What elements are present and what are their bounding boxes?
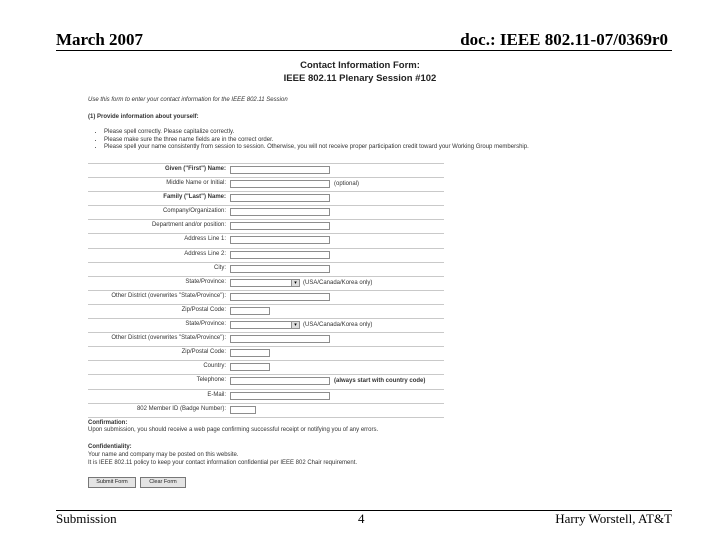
form-row xyxy=(88,291,444,305)
field-label: Company/Organization: xyxy=(162,208,226,215)
field-label: Address Line 1: xyxy=(184,236,226,243)
form-row xyxy=(88,305,444,319)
telephone-input[interactable] xyxy=(230,377,330,385)
chevron-down-icon: ▾ xyxy=(291,322,299,328)
field-label: Zip/Postal Code: xyxy=(181,306,226,313)
other-district-input-2[interactable] xyxy=(230,335,330,343)
field-label: Address Line 2: xyxy=(184,250,226,257)
country-input[interactable] xyxy=(230,363,270,371)
field-note: (USA/Canada/Korea only) xyxy=(303,322,373,329)
middle-name-input[interactable] xyxy=(230,180,330,188)
field-label: Family ("Last") Name: xyxy=(163,194,226,201)
given-name-input[interactable] xyxy=(230,166,330,174)
family-name-input[interactable] xyxy=(230,194,330,202)
field-label: Department and/or position: xyxy=(151,222,226,229)
confirmation-heading: Confirmation: xyxy=(88,420,128,426)
field-note: (USA/Canada/Korea only) xyxy=(303,279,373,286)
field-label: Other District (overwrites "State/Province"): xyxy=(111,292,226,299)
field-note: (always start with country code) xyxy=(334,378,426,385)
page-number: 4 xyxy=(358,511,365,526)
form-row xyxy=(88,361,444,375)
clear-form-button[interactable]: Clear Form xyxy=(140,477,186,488)
address-line-2-input[interactable] xyxy=(230,251,330,259)
confidentiality-text: Your name and company may be posted on this website. xyxy=(88,452,239,458)
form-row xyxy=(88,249,444,263)
contact-form-table xyxy=(88,163,444,418)
form-row xyxy=(88,178,444,192)
form-row xyxy=(88,390,444,404)
form-row xyxy=(88,263,444,277)
form-intro: Use this form to enter your contact information for the IEEE 802.11 Session xyxy=(88,97,288,103)
form-row xyxy=(88,333,444,347)
header-doc-id: doc.: IEEE 802.11-07/0369r0 xyxy=(460,30,668,49)
chevron-down-icon: ▾ xyxy=(291,280,299,286)
footer-submission: Submission xyxy=(56,511,117,526)
field-label: State/Province: xyxy=(185,321,226,328)
other-district-input[interactable] xyxy=(230,293,330,301)
instruction-item: • Please make sure the three name fields are in the correct order. xyxy=(104,137,529,145)
footer-author: Harry Worstell, AT&T xyxy=(555,511,672,526)
department-input[interactable] xyxy=(230,222,330,230)
state-province-select[interactable] xyxy=(230,279,300,287)
member-id-input[interactable] xyxy=(230,406,256,414)
form-row xyxy=(88,206,444,220)
field-label: Telephone: xyxy=(196,377,226,384)
form-row xyxy=(88,319,444,333)
form-row xyxy=(88,347,444,361)
field-note: (optional) xyxy=(334,181,360,188)
city-input[interactable] xyxy=(230,265,330,273)
confidentiality-heading: Confidentiality: xyxy=(88,444,132,450)
form-row xyxy=(88,220,444,234)
form-title: Contact Information Form: xyxy=(300,60,420,71)
form-row xyxy=(88,234,444,248)
form-subtitle: IEEE 802.11 Plenary Session #102 xyxy=(283,73,437,84)
instructions-list xyxy=(90,129,529,152)
field-label: 802 Member ID (Badge Number): xyxy=(136,405,226,412)
section-heading: (1) Provide information about yourself: xyxy=(88,114,199,120)
state-province-select-2[interactable] xyxy=(230,321,300,329)
zip-code-input-2[interactable] xyxy=(230,349,270,357)
field-label: City: xyxy=(214,264,226,271)
field-label: Zip/Postal Code: xyxy=(181,349,226,356)
address-line-1-input[interactable] xyxy=(230,236,330,244)
confirmation-text: Upon submission, you should receive a web page confirming successful receipt or notifying you of any errors. xyxy=(88,427,379,433)
field-label: State/Province: xyxy=(185,278,226,285)
header-rule xyxy=(56,50,672,51)
instruction-item: • Please spell your name consistently from session to session. Otherwise, you will not receive proper participation credit toward your Working Group membership. xyxy=(104,144,529,152)
form-row xyxy=(88,375,444,389)
submit-form-button[interactable]: Submit Form xyxy=(88,477,136,488)
form-row xyxy=(88,277,444,291)
confidentiality-policy: It is IEEE 802.11 policy to keep your contact information confidential per IEEE 802 Chair requirement. xyxy=(88,460,358,466)
field-label: Other District (overwrites "State/Province"): xyxy=(111,335,226,342)
field-label: Given ("First") Name: xyxy=(164,166,226,172)
form-row xyxy=(88,192,444,206)
form-row xyxy=(88,164,444,178)
instruction-item: • Please spell correctly. Please capitalize correctly. xyxy=(104,129,529,137)
zip-code-input[interactable] xyxy=(230,307,270,315)
field-label: Middle Name or Initial: xyxy=(166,180,226,187)
field-label: Country: xyxy=(203,363,226,370)
field-label: E-Mail: xyxy=(207,391,226,398)
company-input[interactable] xyxy=(230,208,330,216)
form-row xyxy=(88,404,444,418)
email-input[interactable] xyxy=(230,392,330,400)
header-date: March 2007 xyxy=(56,30,144,49)
